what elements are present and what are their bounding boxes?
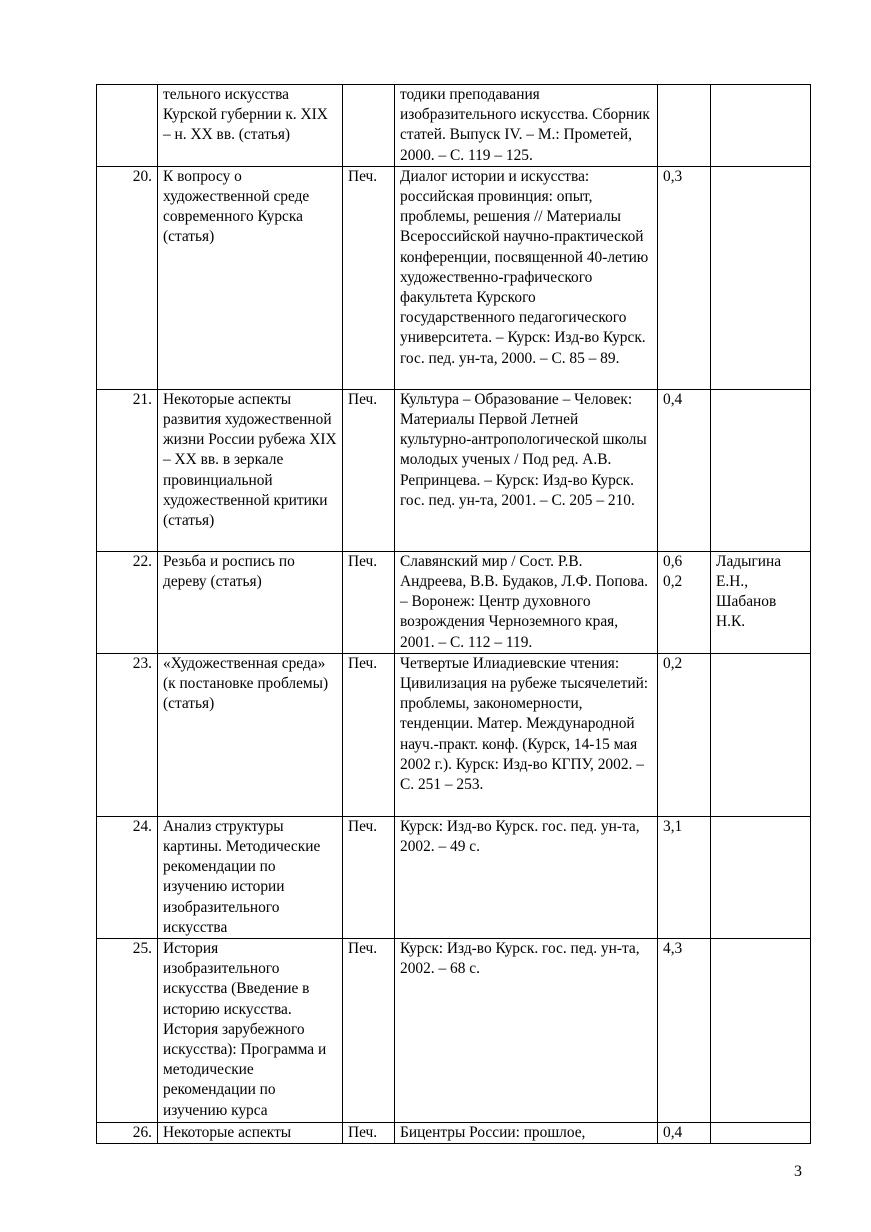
publication-source: Курск: Изд-во Курск. гос. пед. ун-та, 2002. – 49 с. [395, 816, 658, 938]
work-title: К вопросу о художественной среде современного Курска (статья) [158, 166, 343, 389]
table-row [97, 85, 811, 167]
publication-source: Диалог истории и искусства: российская провинция: опыт, проблемы, решения // Материалы Всероссийской научно-практической конференции, посвященной 40-летию художественно-графического факультета Курского государственного педагогического университета. – Курск: Изд-во Курск. гос. пед. ун-та, 2000. – С. 85 – 89. [395, 166, 658, 389]
volume: 0,4 [658, 389, 711, 551]
publication-form: Печ. [343, 816, 395, 938]
publication-source: Бицентры России: прошлое, [395, 1123, 658, 1144]
work-title: тельного искусства Курской губернии к. XIX – н. XX вв. (статья) [158, 85, 343, 167]
publication-source: Курск: Изд-во Курск. гос. пед. ун-та, 2002. – 68 с. [395, 939, 658, 1123]
page-number: 3 [794, 1163, 802, 1180]
publication-source: Культура – Образование – Человек: Материалы Первой Летней культурно-антропологической школы молодых ученых / Под ред. А.В. Репринцева. – Курск: Изд-во Курск. гос. пед. ун-та, 2001. – С. 205 – 210. [395, 389, 658, 551]
work-title: Некоторые аспекты развития художественной жизни России рубежа XIX – XX вв. в зеркале провинциальной художественной критики (статья) [158, 389, 343, 551]
row-number: 22. [97, 551, 158, 653]
coauthors [711, 816, 811, 938]
row-number: 26. [97, 1123, 158, 1144]
work-title: «Художественная среда» (к постановке проблемы) (статья) [158, 653, 343, 816]
volume: 0,6 0,2 [658, 551, 711, 653]
volume: 0,3 [658, 166, 711, 389]
publication-form [343, 85, 395, 167]
row-number: 25. [97, 939, 158, 1123]
volume [658, 85, 711, 167]
table-row [97, 653, 811, 816]
coauthors [711, 166, 811, 389]
publication-form: Печ. [343, 389, 395, 551]
table-row [97, 551, 811, 653]
publication-form: Печ. [343, 551, 395, 653]
table-row [97, 939, 811, 1123]
coauthors [711, 85, 811, 167]
publication-form: Печ. [343, 1123, 395, 1144]
coauthors [711, 939, 811, 1123]
volume: 0,2 [658, 653, 711, 816]
volume: 3,1 [658, 816, 711, 938]
publication-form: Печ. [343, 653, 395, 816]
row-number: 20. [97, 166, 158, 389]
coauthors [711, 1123, 811, 1144]
publications-table [96, 84, 811, 1144]
row-number [97, 85, 158, 167]
row-number: 23. [97, 653, 158, 816]
row-number: 24. [97, 816, 158, 938]
publication-form: Печ. [343, 166, 395, 389]
work-title: Некоторые аспекты [158, 1123, 343, 1144]
coauthors: Ладыгина Е.Н., Шабанов Н.К. [711, 551, 811, 653]
volume: 4,3 [658, 939, 711, 1123]
table-row [97, 389, 811, 551]
publication-source: тодики преподавания изобразительного искусства. Сборник статей. Выпуск IV. – М.: Прометей, 2000. – С. 119 – 125. [395, 85, 658, 167]
table-row [97, 816, 811, 938]
row-number: 21. [97, 389, 158, 551]
table-row [97, 1123, 811, 1144]
work-title: История изобразительного искусства (Введение в историю искусства. История зарубежного искусства): Программа и методические рекомендации по изучению курса [158, 939, 343, 1123]
publication-form: Печ. [343, 939, 395, 1123]
work-title: Резьба и роспись по дереву (статья) [158, 551, 343, 653]
publication-source: Славянский мир / Сост. Р.В. Андреева, В.В. Будаков, Л.Ф. Попова. – Воронеж: Центр духовного возрождения Черноземного края, 2001. – С. 112 – 119. [395, 551, 658, 653]
volume: 0,4 [658, 1123, 711, 1144]
table-row [97, 166, 811, 389]
coauthors [711, 389, 811, 551]
work-title: Анализ структуры картины. Методические рекомендации по изучению истории изобразительного искусства [158, 816, 343, 938]
coauthors [711, 653, 811, 816]
publication-source: Четвертые Илиадиевские чтения: Цивилизация на рубеже тысячелетий: проблемы, закономерности, тенденции. Матер. Международной науч.-практ. конф. (Курск, 14-15 мая 2002 г.). Курск: Изд-во КГПУ, 2002. – С. 251 – 253. [395, 653, 658, 816]
